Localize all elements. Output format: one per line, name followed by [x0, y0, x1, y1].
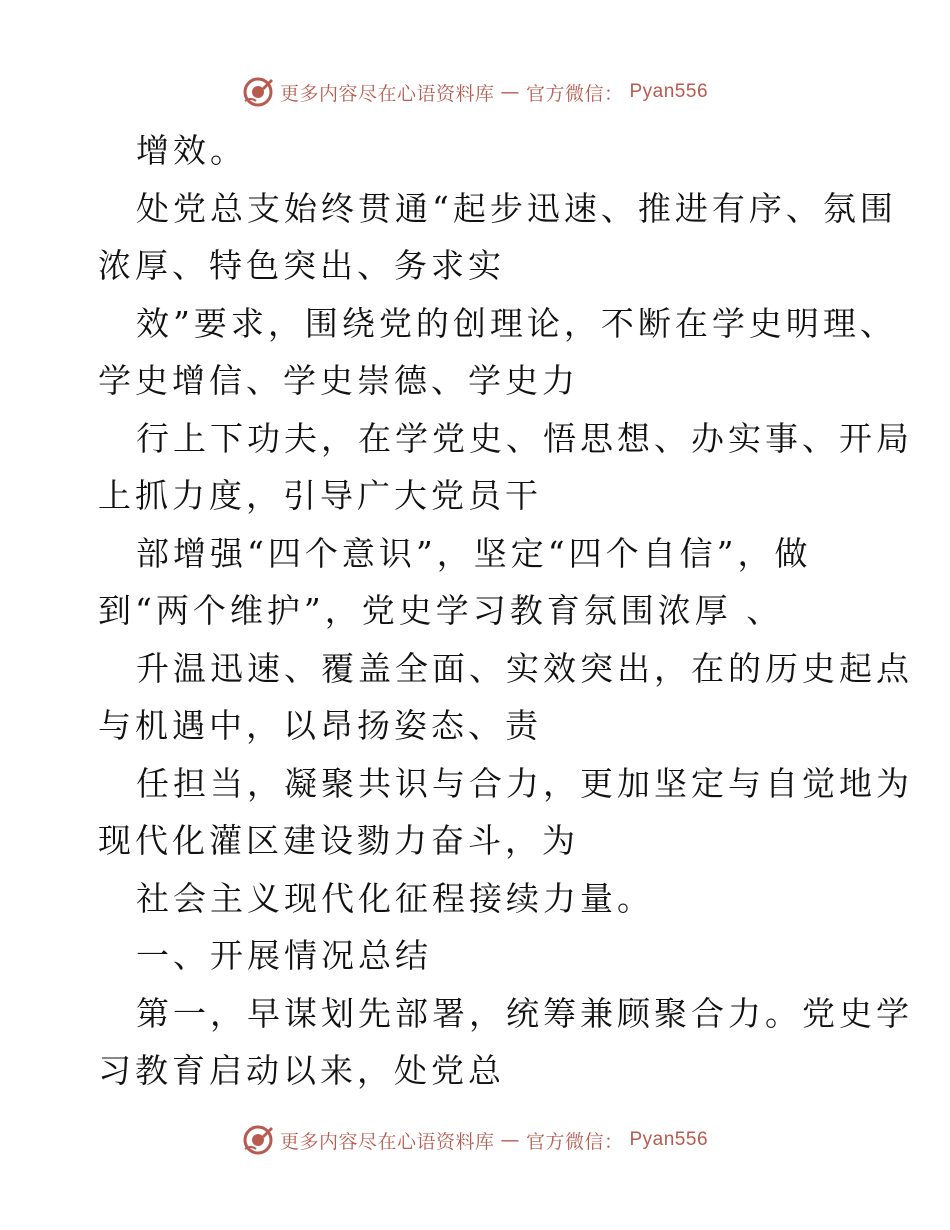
text-line: 任担当，凝聚共识与合力，更加坚定与自觉地为	[136, 763, 913, 803]
text-line: 增效。	[136, 131, 247, 170]
pen-logo-icon	[242, 1124, 274, 1156]
watermark-wechat-label: 官方微信：	[525, 82, 624, 105]
watermark-separator: —	[500, 81, 520, 103]
text-line: 行上下功夫，在学党史、悟思想、办实事、开局	[136, 418, 913, 458]
text-line: 部增强“四个意识”，坚定“四个自信”，做	[136, 533, 812, 573]
text-line: 浓厚、特色突出、务求实	[98, 246, 505, 285]
footer-watermark	[0, 1120, 950, 1160]
text-line: 第一，早谋划先部署，统筹兼顾聚合力。党史学	[136, 993, 913, 1033]
text-line: 上抓力度，引导广大党员干	[98, 476, 542, 515]
watermark-wechat-id: Pyan556	[629, 81, 709, 102]
watermark-wechat-id: Pyan556	[629, 1129, 709, 1150]
text-line: 学史增信、学史崇德、学史力	[98, 361, 579, 400]
text-line: 现代化灌区建设勠力奋斗，为	[98, 821, 579, 860]
watermark-text: 更多内容尽在心语资料库	[279, 82, 495, 105]
text-line: 到“两个维护”，党史学习教育氛围浓厚 、	[98, 591, 784, 630]
text-line: 效”要求，围绕党的创理论，不断在学史明理、	[136, 303, 897, 343]
watermark-separator: —	[500, 1129, 520, 1151]
watermark-wechat-label: 官方微信：	[525, 1130, 624, 1153]
text-line: 处党总支始终贯通“起步迅速、推进有序、氛围	[136, 188, 897, 228]
document-body	[98, 122, 913, 1100]
text-line: 习教育启动以来，处党总	[98, 1051, 505, 1090]
watermark-text: 更多内容尽在心语资料库	[279, 1130, 495, 1153]
text-line: 升温迅速、覆盖全面、实效突出，在的历史起点	[136, 648, 913, 688]
text-line: 社会主义现代化征程接续力量。	[136, 878, 654, 918]
text-line: 与机遇中，以昂扬姿态、责	[98, 706, 542, 745]
header-watermark	[0, 72, 950, 112]
pen-logo-icon	[242, 76, 274, 108]
section-heading: 一、开展情况总结	[136, 936, 432, 975]
